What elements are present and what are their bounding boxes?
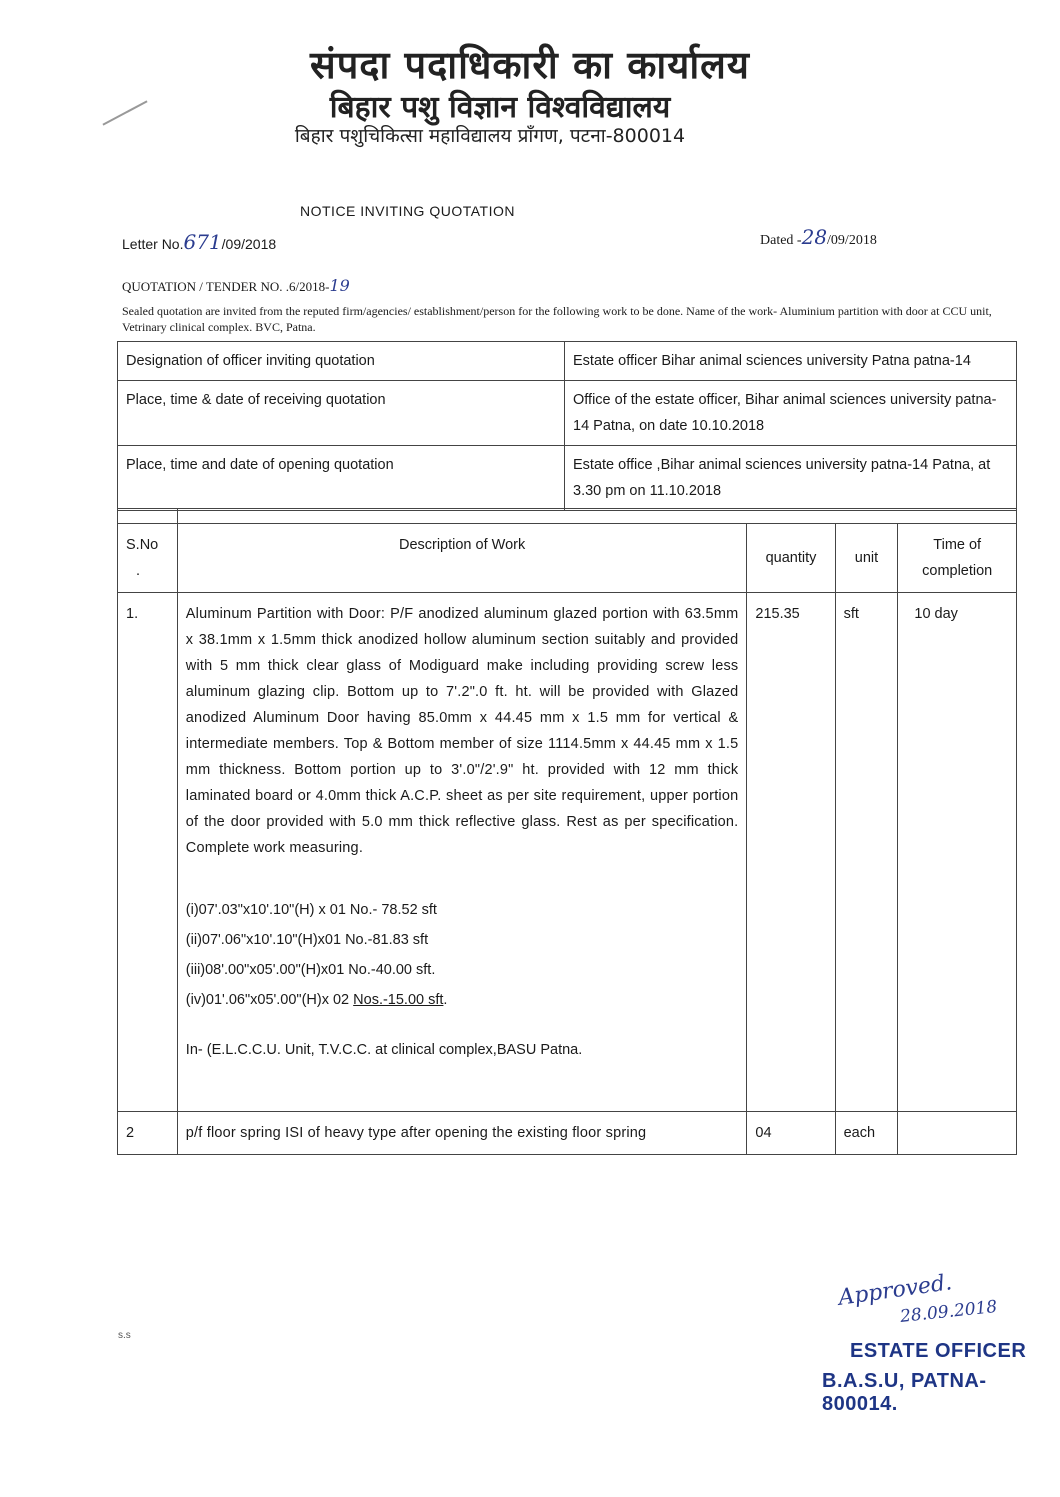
quotation-info-table	[117, 341, 1017, 511]
signature: Approved.	[836, 1270, 954, 1311]
work-description-table	[117, 508, 1017, 1155]
row-unit: each	[835, 1112, 898, 1155]
measurement-item	[186, 985, 739, 1015]
tender-prefix: QUOTATION / TENDER NO. .6/2018-	[122, 279, 330, 294]
tender-number	[122, 276, 350, 295]
info-label: Place, time & date of receiving quotation	[118, 381, 565, 446]
row-time	[898, 1112, 1017, 1155]
dated-handwritten-day: 28	[801, 225, 828, 249]
info-value: Office of the estate officer, Bihar animal sciences university patna-14 Patna, on date 10.10.2018	[565, 381, 1017, 446]
header-unit: unit	[835, 524, 898, 593]
dated-suffix: /09/2018	[827, 233, 877, 248]
office-title: संपदा पदाधिकारी का कार्यालय	[310, 43, 750, 87]
spacer-row	[118, 509, 1017, 524]
signature-date: 28.09.2018	[899, 1296, 999, 1328]
table-row	[118, 593, 1017, 1112]
row-quantity: 04	[747, 1112, 835, 1155]
notice-title: NOTICE INVITING QUOTATION	[300, 203, 515, 219]
office-address: बिहार पशुचिकित्सा महाविद्यालय प्राँगण, पटना-800014	[294, 125, 686, 147]
date-line	[760, 225, 877, 249]
row-quantity: 215.35	[747, 593, 835, 1112]
pen-stroke-mark	[102, 100, 147, 125]
measurement-item-underlined: Nos.-15.00 sft	[353, 992, 444, 1008]
measurement-item: (i)07'.03"x10'.10"(H) x 01 No.- 78.52 sft	[185, 902, 437, 918]
row-sno: 1.	[118, 593, 178, 1112]
row-sno: 2	[118, 1112, 178, 1155]
work-location: In- (E.L.C.C.U. Unit, T.V.C.C. at clinical complex,BASU Patna.	[185, 1042, 583, 1058]
header-quantity: quantity	[747, 524, 835, 593]
header-time: Time of completion	[898, 524, 1017, 593]
row-unit: sft	[835, 593, 898, 1112]
header-description: Description of Work	[177, 524, 747, 593]
letter-suffix: /09/2018	[221, 236, 277, 252]
dated-prefix: Dated -	[760, 233, 802, 248]
work-specification: p/f floor spring ISI of heavy type after opening the existing floor spring	[185, 1125, 647, 1141]
work-specification: Aluminum Partition with Door: P/F anodized aluminum glazed portion with 63.5mm x 38.1mm x 1.5mm thick anodized hollow aluminum section suitably and provided with 5 mm thick clear glass of Modiguard make including providing screw less aluminum glazing clip. Bottom up to 7'.2".0 ft. ht. will be provided with Glazed anodized Aluminum Door having 85.0mm x 44.45 mm x 1.5 mm for vertical & intermediate members. Top & Bottom member of size 1114.5mm x 44.45 mm x 1.5 mm thickness. Bottom portion up to 3'.0"/2'.9" ht. provided with 12 mm thick laminated board or 4.0mm thick A.C.P. sheet as per site requirement, upper portion of the door provided with 5.0 mm thick reflective glass. Rest as per specification. Complete work measuring.	[185, 606, 739, 856]
spacer-cell	[118, 509, 178, 524]
tender-handwritten-number: 19	[329, 276, 350, 295]
initials: s.s	[118, 1330, 131, 1341]
info-row	[118, 342, 1017, 381]
spacer-cell	[177, 509, 1016, 524]
university-name: बिहार पशु विज्ञान विश्वविद्यालय	[329, 90, 671, 125]
stamp-title: ESTATE OFFICER	[850, 1340, 1027, 1362]
table-header-row	[118, 524, 1017, 593]
info-label: Place, time and date of opening quotation	[118, 446, 565, 511]
measurement-item-text: (iv)01'.06"x05'.00"(H)x 02	[185, 992, 354, 1008]
row-description	[177, 593, 747, 1112]
info-value: Estate officer Bihar animal sciences university Patna patna-14	[565, 342, 1017, 381]
letter-handwritten-number: 671	[183, 230, 222, 254]
info-row	[118, 381, 1017, 446]
table-row	[118, 1112, 1017, 1155]
measurement-list	[186, 895, 739, 1015]
stamp-address: B.A.S.U, PATNA-800014.	[822, 1370, 987, 1415]
letter-number	[122, 230, 276, 254]
row-time: 10 day	[898, 593, 1017, 1112]
measurement-item: (iii)08'.00"x05'.00"(H)x01 No.-40.00 sft.	[185, 962, 436, 978]
measurement-item-end: .	[443, 992, 448, 1008]
header-sno-mark: .	[136, 563, 141, 579]
measurement-item: (ii)07'.06"x10'.10"(H)x01 No.-81.83 sft	[185, 932, 429, 948]
letter-prefix: Letter No.	[122, 236, 184, 252]
intro-paragraph: Sealed quotation are invited from the reputed firm/agencies/ establishment/person for the following work to be done. Name of the work- Aluminium partition with door at CCU unit, Vetrinary clinical complex. BVC, Patna.	[122, 304, 992, 334]
header-sno-label: S.No	[126, 537, 159, 553]
row-description	[177, 1112, 747, 1155]
info-row	[118, 446, 1017, 511]
info-value: Estate office ,Bihar animal sciences university patna-14 Patna, at 3.30 pm on 11.10.2018	[565, 446, 1017, 511]
info-label: Designation of officer inviting quotation	[118, 342, 565, 381]
header-sno	[118, 524, 178, 593]
